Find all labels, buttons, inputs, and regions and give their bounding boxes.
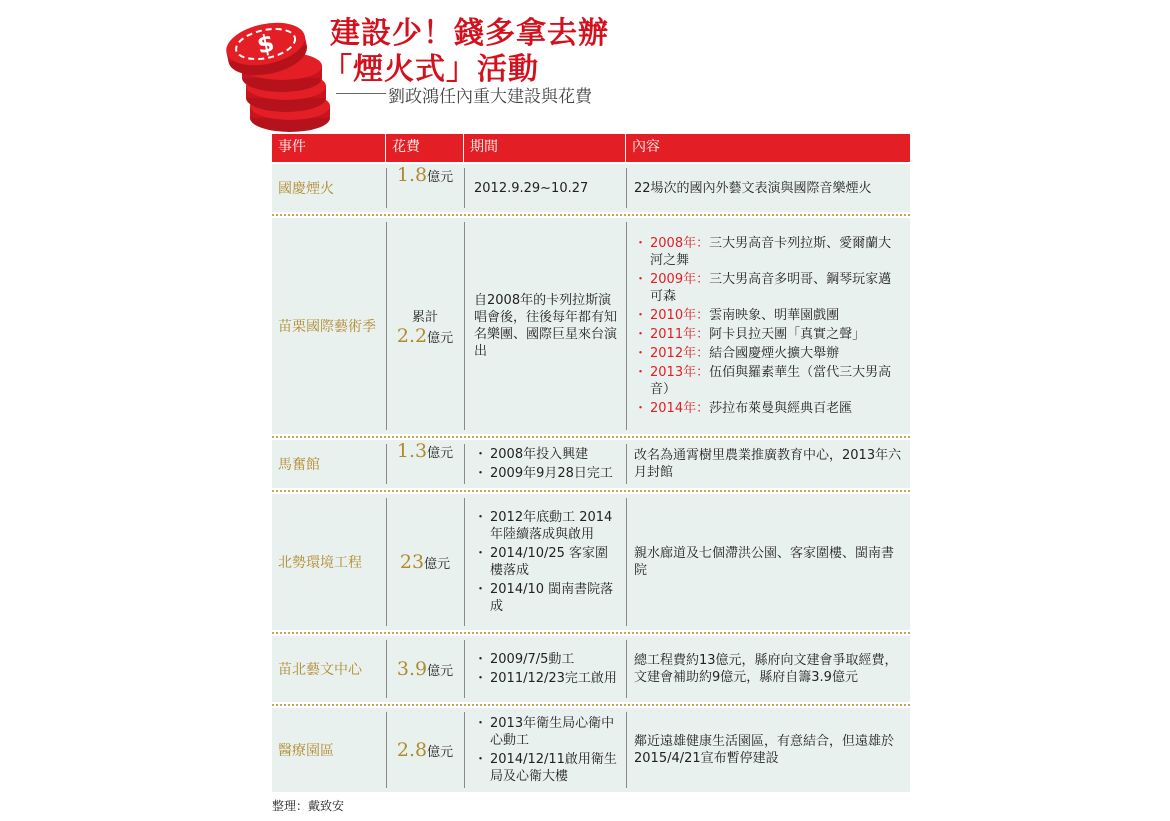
list-item: ・ 2011/12/23完工啟用: [474, 670, 618, 687]
coin-stack-icon: [224, 14, 336, 138]
row-divider: [272, 704, 910, 706]
table-header: [272, 134, 910, 162]
event-name: 苗栗國際藝術季: [278, 319, 376, 335]
cost-cell: [386, 494, 464, 630]
title-line-2: 「煙火式」活動: [322, 52, 539, 87]
list-item: ・ 2008年投入興建: [474, 446, 618, 463]
table-row: [272, 218, 910, 434]
list-item: ・ 2009/7/5動工: [474, 651, 618, 668]
list-item: ・ 2013年衛生局心衛中心動工: [474, 715, 618, 749]
event-name: 國慶煙火: [278, 181, 334, 197]
header-period: 期間: [464, 134, 626, 162]
header-cost: 花費: [386, 134, 464, 162]
list-item: ・ 2011年：阿卡貝拉天團「真實之聲」: [634, 326, 904, 343]
content-cell: 鄰近遠雄健康生活園區，有意結合，但遠雄於2015/4/21宣布暫停建設: [634, 734, 895, 766]
table-row: [272, 164, 910, 212]
list-item: ・ 2008年：三大男高音卡列拉斯、愛爾蘭大河之舞: [634, 235, 904, 269]
cost-prefix: 累計: [411, 309, 438, 325]
header-event: 事件: [272, 134, 386, 162]
period-list: [464, 708, 624, 792]
list-item: ・ 2014/12/11啟用衛生局及心衛大樓: [474, 751, 618, 785]
row-divider: [272, 490, 910, 492]
row-divider: [272, 632, 910, 634]
cost-unit: 億元: [427, 170, 454, 185]
cost-cell: [386, 708, 464, 792]
cost-amount: 1.8: [396, 164, 428, 186]
title-line-1: 建設少！錢多拿去辦: [330, 16, 609, 51]
cost-amount: 23: [399, 551, 425, 573]
list-item: ・ 2009年：三大男高音多明哥、鋼琴玩家邁可森: [634, 271, 904, 305]
cost-unit: 億元: [427, 446, 454, 461]
row-divider: [272, 214, 910, 216]
cost-cell: [386, 164, 464, 212]
content-cell: 22場次的國內外藝文表演與國際音樂煙火: [634, 180, 872, 196]
period-cell: 自2008年的卡列拉斯演唱會後，往後每年都有知名樂團、國際巨星來台演出: [474, 293, 618, 359]
list-item: ・ 2009年9月28日完工: [474, 465, 618, 482]
list-item: ・ 2014/10 閩南書院落成: [474, 581, 618, 615]
subtitle-dash: [336, 93, 386, 94]
cost-amount: 2.8: [396, 739, 428, 761]
list-item: ・ 2013年：伍佰與羅素華生（當代三大男高音）: [634, 364, 904, 398]
cost-unit: 億元: [427, 663, 454, 679]
dollar-sign-icon: $: [254, 28, 277, 60]
event-name: 醫療園區: [278, 743, 334, 759]
header-content: 內容: [632, 139, 660, 155]
list-item: ・ 2014年：莎拉布萊曼與經典百老匯: [634, 400, 904, 417]
list-item: ・ 2012年底動工 2014年陸續落成與啟用: [474, 509, 618, 543]
content-cell: 親水廊道及七個滯洪公園、客家圍樓、閩南書院: [634, 546, 895, 578]
subtitle: 劉政鴻任內重大建設與花費: [388, 87, 592, 107]
cost-amount: 3.9: [396, 658, 428, 680]
event-name: 北勢環境工程: [278, 555, 362, 571]
table-row: [272, 708, 910, 792]
credit-line: 整理：戴致安: [272, 799, 345, 813]
content-cell: 改名為通霄樹里農業推廣教育中心，2013年六月封館: [634, 448, 902, 480]
list-item: ・ 2014/10/25 客家圍樓落成: [474, 545, 618, 579]
list-item: ・ 2010年：雲南映象、明華園戲團: [634, 307, 904, 324]
period-list: [464, 494, 624, 630]
row-divider: [272, 436, 910, 438]
cost-amount: 1.3: [396, 440, 428, 462]
period-list: [464, 636, 624, 702]
content-list: [626, 218, 910, 434]
cost-unit: 億元: [427, 330, 454, 346]
cost-cell: [386, 440, 464, 488]
period-cell: 2012.9.29~10.27: [474, 180, 589, 196]
table-row: [272, 440, 910, 488]
period-list: [464, 440, 624, 488]
cost-cell: [386, 218, 464, 434]
table-row: [272, 636, 910, 702]
cost-amount: 2.2: [396, 324, 428, 347]
event-name: 苗北藝文中心: [278, 662, 362, 678]
list-item: ・ 2012年：結合國慶煙火擴大舉辦: [634, 345, 904, 362]
event-name: 馬奮館: [278, 457, 320, 473]
table-row: [272, 494, 910, 630]
cost-cell: [386, 636, 464, 702]
cost-unit: 億元: [427, 744, 454, 760]
content-cell: 總工程費約13億元，縣府向文建會爭取經費，文建會補助約9億元，縣府自籌3.9億元: [634, 653, 898, 685]
cost-unit: 億元: [424, 556, 451, 572]
